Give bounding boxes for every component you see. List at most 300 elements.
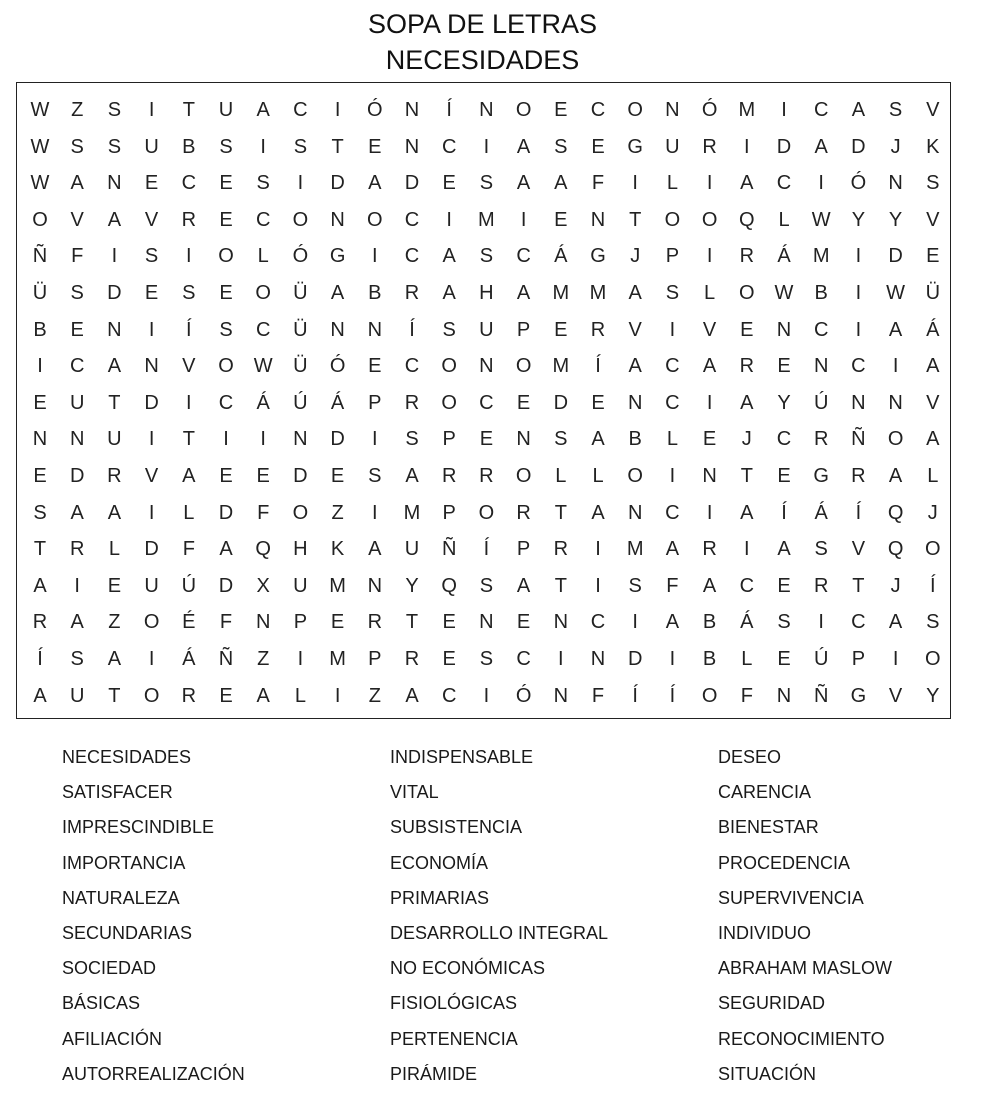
- grid-cell[interactable]: S: [405, 428, 419, 451]
- grid-cell[interactable]: E: [591, 135, 605, 158]
- grid-cell[interactable]: E: [554, 318, 568, 341]
- grid-cell[interactable]: N: [367, 574, 383, 597]
- grid-cell[interactable]: A: [888, 611, 903, 634]
- grid-cell[interactable]: D: [330, 172, 345, 195]
- grid-cell[interactable]: V: [851, 538, 866, 561]
- grid-cell[interactable]: T: [405, 611, 419, 634]
- grid-cell[interactable]: A: [107, 501, 122, 524]
- grid-cell[interactable]: T: [182, 99, 195, 121]
- grid-cell[interactable]: Q: [887, 538, 904, 561]
- grid-cell[interactable]: L: [294, 684, 306, 707]
- grid-cell[interactable]: Í: [595, 355, 601, 378]
- grid-cell[interactable]: É: [182, 611, 196, 634]
- grid-cell[interactable]: D: [330, 428, 345, 451]
- grid-cell[interactable]: B: [182, 135, 196, 158]
- grid-cell[interactable]: Ü: [293, 355, 308, 378]
- grid-cell[interactable]: Ú: [813, 391, 829, 414]
- grid-cell[interactable]: N: [479, 99, 494, 121]
- grid-cell[interactable]: A: [442, 282, 456, 304]
- grid-cell[interactable]: M: [478, 208, 495, 231]
- grid-cell[interactable]: Z: [71, 99, 84, 121]
- grid-cell[interactable]: Í: [446, 99, 452, 121]
- grid-cell[interactable]: P: [368, 648, 382, 670]
- grid-cell[interactable]: C: [404, 355, 420, 378]
- grid-cell[interactable]: A: [777, 538, 791, 561]
- grid-cell[interactable]: P: [851, 648, 866, 670]
- grid-cell[interactable]: J: [927, 501, 938, 524]
- grid-cell[interactable]: F: [219, 611, 233, 634]
- grid-cell[interactable]: S: [628, 574, 642, 597]
- grid-cell[interactable]: S: [479, 574, 494, 597]
- grid-cell[interactable]: Ñ: [32, 245, 48, 268]
- grid-cell[interactable]: A: [256, 684, 270, 707]
- grid-cell[interactable]: B: [368, 282, 382, 304]
- grid-cell[interactable]: Í: [37, 648, 43, 670]
- grid-cell[interactable]: E: [70, 318, 84, 341]
- grid-cell[interactable]: L: [927, 465, 939, 487]
- grid-cell[interactable]: I: [595, 538, 601, 561]
- grid-cell[interactable]: R: [367, 611, 383, 634]
- grid-cell[interactable]: Y: [405, 574, 419, 597]
- grid-cell[interactable]: N: [553, 684, 569, 707]
- grid-cell[interactable]: S: [70, 282, 84, 304]
- grid-cell[interactable]: I: [148, 501, 155, 524]
- grid-cell[interactable]: A: [70, 501, 84, 524]
- grid-cell[interactable]: F: [740, 684, 753, 707]
- grid-cell[interactable]: I: [372, 245, 378, 268]
- grid-cell[interactable]: D: [218, 574, 234, 597]
- grid-cell[interactable]: I: [706, 172, 713, 195]
- grid-cell[interactable]: S: [479, 172, 494, 195]
- grid-cell[interactable]: L: [592, 465, 604, 487]
- grid-cell[interactable]: Í: [855, 501, 862, 524]
- grid-cell[interactable]: J: [741, 428, 752, 451]
- grid-cell[interactable]: E: [144, 172, 159, 195]
- grid-cell[interactable]: I: [855, 245, 862, 268]
- grid-cell[interactable]: M: [403, 501, 421, 524]
- grid-cell[interactable]: O: [478, 501, 495, 524]
- grid-cell[interactable]: N: [888, 391, 903, 414]
- grid-cell[interactable]: A: [814, 135, 828, 158]
- grid-cell[interactable]: N: [479, 355, 494, 378]
- grid-cell[interactable]: S: [554, 428, 568, 451]
- grid-cell[interactable]: U: [404, 538, 420, 561]
- grid-cell[interactable]: A: [107, 208, 122, 231]
- grid-cell[interactable]: Á: [740, 611, 754, 634]
- grid-cell[interactable]: Í: [781, 501, 787, 524]
- grid-cell[interactable]: I: [818, 611, 824, 634]
- grid-cell[interactable]: O: [218, 245, 234, 268]
- grid-cell[interactable]: A: [851, 99, 866, 121]
- grid-cell[interactable]: I: [260, 428, 266, 451]
- grid-cell[interactable]: V: [926, 391, 940, 414]
- grid-cell[interactable]: A: [330, 282, 345, 304]
- grid-cell[interactable]: A: [926, 355, 940, 378]
- grid-cell[interactable]: E: [219, 684, 233, 707]
- grid-cell[interactable]: C: [813, 99, 829, 121]
- grid-cell[interactable]: O: [925, 648, 941, 670]
- grid-cell[interactable]: Ó: [515, 684, 532, 707]
- grid-cell[interactable]: G: [590, 245, 606, 268]
- grid-cell[interactable]: Á: [554, 245, 568, 268]
- grid-cell[interactable]: A: [702, 574, 717, 597]
- grid-cell[interactable]: C: [181, 172, 197, 195]
- grid-cell[interactable]: S: [33, 501, 47, 524]
- grid-cell[interactable]: D: [144, 538, 159, 561]
- grid-cell[interactable]: Q: [887, 501, 904, 524]
- grid-cell[interactable]: A: [256, 99, 270, 121]
- grid-cell[interactable]: S: [219, 318, 233, 341]
- grid-cell[interactable]: C: [69, 355, 85, 378]
- grid-cell[interactable]: N: [255, 611, 271, 634]
- grid-cell[interactable]: M: [329, 574, 346, 597]
- grid-cell[interactable]: F: [182, 538, 195, 561]
- grid-cell[interactable]: I: [260, 135, 266, 158]
- grid-cell[interactable]: Á: [256, 391, 270, 414]
- grid-cell[interactable]: E: [33, 391, 47, 414]
- grid-cell[interactable]: N: [888, 172, 903, 195]
- grid-cell[interactable]: Z: [257, 648, 270, 670]
- grid-cell[interactable]: W: [774, 282, 794, 304]
- grid-cell[interactable]: E: [442, 611, 456, 634]
- grid-cell[interactable]: I: [706, 501, 713, 524]
- grid-cell[interactable]: M: [738, 99, 756, 121]
- grid-cell[interactable]: W: [30, 99, 50, 121]
- grid-cell[interactable]: C: [665, 501, 680, 524]
- grid-cell[interactable]: A: [888, 465, 903, 487]
- grid-cell[interactable]: Á: [926, 318, 940, 341]
- grid-cell[interactable]: A: [926, 428, 940, 451]
- grid-cell[interactable]: A: [182, 465, 196, 487]
- grid-cell[interactable]: C: [590, 99, 606, 121]
- grid-cell[interactable]: S: [293, 135, 308, 158]
- grid-cell[interactable]: E: [33, 465, 47, 487]
- grid-cell[interactable]: B: [628, 428, 642, 451]
- grid-cell[interactable]: W: [30, 172, 50, 195]
- grid-cell[interactable]: A: [628, 282, 642, 304]
- grid-cell[interactable]: V: [888, 684, 903, 707]
- grid-cell[interactable]: O: [441, 391, 457, 414]
- grid-cell[interactable]: H: [293, 538, 308, 561]
- grid-cell[interactable]: Í: [669, 684, 676, 707]
- grid-cell[interactable]: U: [293, 574, 308, 597]
- grid-cell[interactable]: I: [334, 99, 341, 121]
- grid-cell[interactable]: J: [890, 135, 901, 158]
- grid-cell[interactable]: Y: [851, 208, 866, 231]
- grid-cell[interactable]: Z: [368, 684, 381, 707]
- grid-cell[interactable]: Y: [888, 208, 903, 231]
- grid-cell[interactable]: Ú: [813, 648, 829, 670]
- grid-cell[interactable]: N: [627, 391, 643, 414]
- grid-cell[interactable]: I: [372, 501, 378, 524]
- grid-cell[interactable]: D: [293, 465, 308, 487]
- grid-cell[interactable]: E: [442, 172, 456, 195]
- grid-cell[interactable]: O: [664, 208, 681, 231]
- grid-cell[interactable]: M: [626, 538, 644, 561]
- grid-cell[interactable]: D: [404, 172, 420, 195]
- grid-cell[interactable]: A: [516, 135, 531, 158]
- grid-cell[interactable]: U: [107, 428, 122, 451]
- grid-cell[interactable]: V: [144, 465, 159, 487]
- grid-cell[interactable]: N: [851, 391, 866, 414]
- grid-cell[interactable]: D: [553, 391, 569, 414]
- grid-cell[interactable]: E: [442, 648, 456, 670]
- grid-cell[interactable]: I: [595, 574, 601, 597]
- grid-cell[interactable]: O: [739, 282, 755, 304]
- grid-cell[interactable]: C: [851, 611, 866, 634]
- grid-cell[interactable]: I: [520, 208, 527, 231]
- grid-cell[interactable]: Ñ: [813, 684, 829, 707]
- grid-cell[interactable]: I: [632, 611, 638, 634]
- grid-cell[interactable]: C: [255, 208, 271, 231]
- grid-cell[interactable]: P: [293, 611, 308, 634]
- grid-cell[interactable]: M: [552, 355, 570, 378]
- grid-cell[interactable]: G: [329, 245, 346, 268]
- grid-cell[interactable]: Í: [930, 574, 936, 597]
- grid-cell[interactable]: E: [368, 355, 382, 378]
- grid-cell[interactable]: I: [669, 465, 676, 487]
- grid-cell[interactable]: G: [627, 135, 643, 158]
- grid-cell[interactable]: S: [144, 245, 159, 268]
- grid-cell[interactable]: D: [627, 648, 643, 670]
- grid-cell[interactable]: C: [479, 391, 494, 414]
- grid-cell[interactable]: M: [812, 245, 830, 268]
- grid-cell[interactable]: C: [293, 99, 308, 121]
- grid-cell[interactable]: L: [555, 465, 567, 487]
- grid-cell[interactable]: N: [665, 99, 680, 121]
- grid-cell[interactable]: I: [855, 318, 862, 341]
- grid-cell[interactable]: S: [70, 135, 84, 158]
- grid-cell[interactable]: N: [330, 208, 345, 231]
- grid-cell[interactable]: Ñ: [218, 648, 234, 670]
- grid-cell[interactable]: S: [814, 538, 828, 561]
- grid-cell[interactable]: O: [32, 208, 48, 231]
- grid-cell[interactable]: I: [781, 99, 787, 121]
- grid-cell[interactable]: I: [558, 648, 564, 670]
- grid-cell[interactable]: E: [107, 574, 122, 597]
- grid-cell[interactable]: A: [405, 684, 419, 707]
- grid-cell[interactable]: T: [108, 684, 121, 707]
- grid-cell[interactable]: Á: [330, 391, 345, 414]
- grid-cell[interactable]: L: [778, 208, 790, 231]
- grid-cell[interactable]: A: [740, 391, 754, 414]
- grid-cell[interactable]: A: [219, 538, 233, 561]
- grid-cell[interactable]: I: [706, 391, 713, 414]
- grid-cell[interactable]: P: [368, 391, 382, 414]
- grid-cell[interactable]: I: [818, 172, 824, 195]
- grid-cell[interactable]: E: [926, 245, 940, 268]
- grid-cell[interactable]: N: [627, 501, 643, 524]
- grid-cell[interactable]: N: [404, 135, 420, 158]
- grid-cell[interactable]: Á: [814, 501, 828, 524]
- grid-cell[interactable]: C: [218, 391, 234, 414]
- grid-cell[interactable]: T: [182, 428, 195, 451]
- grid-cell[interactable]: C: [404, 208, 420, 231]
- grid-cell[interactable]: U: [144, 135, 159, 158]
- grid-cell[interactable]: Y: [926, 684, 940, 707]
- grid-cell[interactable]: V: [144, 208, 159, 231]
- grid-cell[interactable]: S: [107, 135, 122, 158]
- grid-cell[interactable]: R: [69, 538, 85, 561]
- grid-cell[interactable]: I: [446, 208, 452, 231]
- grid-cell[interactable]: A: [442, 245, 456, 268]
- grid-cell[interactable]: E: [591, 391, 605, 414]
- grid-cell[interactable]: P: [442, 501, 456, 524]
- grid-cell[interactable]: E: [554, 208, 568, 231]
- grid-cell[interactable]: Ó: [850, 172, 867, 195]
- grid-cell[interactable]: O: [701, 684, 718, 707]
- grid-cell[interactable]: A: [740, 501, 754, 524]
- grid-cell[interactable]: B: [702, 648, 717, 670]
- grid-cell[interactable]: R: [813, 428, 829, 451]
- grid-cell[interactable]: U: [144, 574, 159, 597]
- grid-cell[interactable]: N: [813, 355, 829, 378]
- grid-cell[interactable]: A: [107, 648, 122, 670]
- grid-cell[interactable]: U: [479, 318, 494, 341]
- grid-cell[interactable]: V: [628, 318, 642, 341]
- grid-cell[interactable]: N: [32, 428, 48, 451]
- grid-cell[interactable]: G: [850, 684, 867, 707]
- grid-cell[interactable]: I: [186, 245, 192, 268]
- grid-cell[interactable]: I: [37, 355, 43, 378]
- grid-cell[interactable]: O: [292, 208, 309, 231]
- grid-cell[interactable]: E: [330, 465, 345, 487]
- grid-cell[interactable]: Á: [777, 245, 791, 268]
- grid-cell[interactable]: I: [744, 135, 750, 158]
- grid-cell[interactable]: C: [665, 391, 680, 414]
- grid-cell[interactable]: T: [33, 538, 47, 561]
- grid-cell[interactable]: A: [516, 574, 531, 597]
- grid-cell[interactable]: P: [442, 428, 456, 451]
- grid-cell[interactable]: W: [886, 282, 906, 304]
- grid-cell[interactable]: E: [479, 428, 494, 451]
- grid-cell[interactable]: Ó: [701, 99, 718, 121]
- grid-cell[interactable]: O: [143, 611, 160, 634]
- grid-cell[interactable]: O: [627, 99, 643, 121]
- grid-cell[interactable]: C: [813, 318, 829, 341]
- grid-cell[interactable]: W: [30, 135, 50, 158]
- grid-cell[interactable]: I: [632, 172, 638, 195]
- grid-cell[interactable]: O: [218, 355, 234, 378]
- grid-cell[interactable]: Ó: [329, 355, 346, 378]
- grid-cell[interactable]: M: [329, 648, 346, 670]
- grid-cell[interactable]: B: [33, 318, 47, 341]
- grid-cell[interactable]: N: [367, 318, 383, 341]
- grid-cell[interactable]: R: [404, 391, 420, 414]
- grid-cell[interactable]: O: [887, 428, 904, 451]
- grid-cell[interactable]: Ú: [181, 574, 197, 597]
- grid-cell[interactable]: E: [219, 465, 233, 487]
- grid-cell[interactable]: C: [441, 684, 457, 707]
- grid-cell[interactable]: S: [926, 172, 940, 195]
- grid-cell[interactable]: N: [144, 355, 159, 378]
- grid-cell[interactable]: C: [516, 245, 531, 268]
- grid-cell[interactable]: I: [372, 428, 378, 451]
- grid-cell[interactable]: U: [218, 99, 234, 121]
- grid-cell[interactable]: L: [666, 428, 678, 451]
- grid-cell[interactable]: T: [108, 391, 121, 414]
- grid-cell[interactable]: J: [890, 574, 901, 597]
- grid-cell[interactable]: C: [255, 318, 271, 341]
- grid-cell[interactable]: M: [552, 282, 570, 304]
- grid-cell[interactable]: Y: [777, 391, 791, 414]
- grid-cell[interactable]: S: [368, 465, 382, 487]
- grid-cell[interactable]: R: [851, 465, 866, 487]
- grid-cell[interactable]: S: [442, 318, 456, 341]
- grid-cell[interactable]: B: [814, 282, 828, 304]
- grid-cell[interactable]: E: [256, 465, 270, 487]
- grid-cell[interactable]: A: [740, 172, 754, 195]
- grid-cell[interactable]: J: [630, 245, 641, 268]
- grid-cell[interactable]: I: [148, 428, 155, 451]
- grid-cell[interactable]: N: [479, 611, 494, 634]
- grid-cell[interactable]: K: [926, 135, 940, 158]
- grid-cell[interactable]: A: [554, 172, 568, 195]
- grid-cell[interactable]: T: [629, 208, 642, 231]
- grid-cell[interactable]: G: [813, 465, 829, 487]
- grid-cell[interactable]: I: [706, 245, 713, 268]
- grid-cell[interactable]: Q: [255, 538, 271, 561]
- grid-cell[interactable]: C: [776, 428, 792, 451]
- grid-cell[interactable]: I: [892, 648, 899, 670]
- grid-cell[interactable]: I: [744, 538, 750, 561]
- grid-cell[interactable]: E: [219, 282, 233, 304]
- grid-cell[interactable]: N: [107, 318, 122, 341]
- grid-cell[interactable]: R: [702, 135, 717, 158]
- grid-cell[interactable]: A: [70, 172, 84, 195]
- grid-cell[interactable]: P: [516, 538, 531, 561]
- grid-cell[interactable]: S: [70, 648, 84, 670]
- grid-cell[interactable]: A: [591, 501, 605, 524]
- grid-cell[interactable]: K: [330, 538, 345, 561]
- grid-cell[interactable]: F: [257, 501, 270, 524]
- grid-cell[interactable]: S: [926, 611, 940, 634]
- grid-cell[interactable]: Q: [441, 574, 457, 597]
- grid-cell[interactable]: Ó: [292, 245, 309, 268]
- grid-cell[interactable]: O: [292, 501, 309, 524]
- grid-cell[interactable]: W: [811, 208, 831, 231]
- grid-cell[interactable]: I: [892, 355, 899, 378]
- grid-cell[interactable]: E: [516, 611, 531, 634]
- grid-cell[interactable]: R: [181, 684, 197, 707]
- grid-cell[interactable]: D: [69, 465, 85, 487]
- grid-cell[interactable]: E: [740, 318, 754, 341]
- grid-cell[interactable]: A: [405, 465, 419, 487]
- grid-cell[interactable]: R: [479, 465, 494, 487]
- grid-cell[interactable]: Ñ: [441, 538, 457, 561]
- grid-cell[interactable]: E: [219, 208, 233, 231]
- grid-cell[interactable]: S: [256, 172, 270, 195]
- grid-cell[interactable]: S: [182, 282, 196, 304]
- grid-cell[interactable]: N: [330, 318, 345, 341]
- grid-cell[interactable]: Á: [182, 648, 196, 670]
- grid-cell[interactable]: T: [554, 574, 567, 597]
- grid-cell[interactable]: U: [665, 135, 680, 158]
- grid-cell[interactable]: N: [107, 172, 122, 195]
- grid-cell[interactable]: N: [553, 611, 569, 634]
- grid-cell[interactable]: I: [148, 648, 155, 670]
- grid-cell[interactable]: E: [330, 611, 345, 634]
- grid-cell[interactable]: Ü: [32, 282, 48, 304]
- grid-cell[interactable]: Z: [108, 611, 121, 634]
- grid-cell[interactable]: N: [516, 428, 531, 451]
- grid-cell[interactable]: O: [143, 684, 160, 707]
- grid-cell[interactable]: D: [144, 391, 159, 414]
- grid-cell[interactable]: L: [666, 172, 678, 195]
- grid-cell[interactable]: H: [479, 282, 494, 304]
- grid-cell[interactable]: S: [219, 135, 233, 158]
- grid-cell[interactable]: N: [293, 428, 308, 451]
